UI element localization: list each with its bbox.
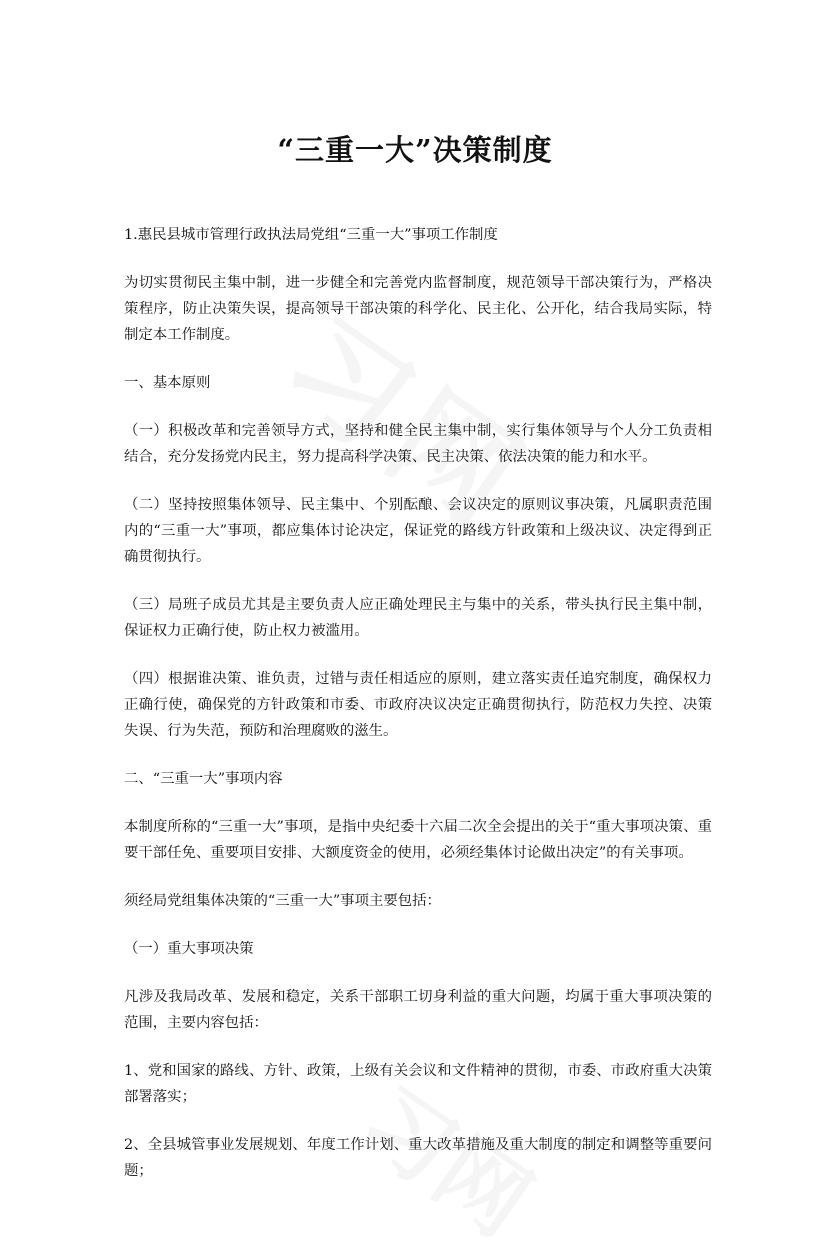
list-item-1: 1、党和国家的路线、方针、政策，上级有关会议和文件精神的贯彻，市委、市政府重大决策部署落实； [124, 1063, 712, 1105]
paragraph-scope: 凡涉及我局改革、发展和稳定，关系干部职工切身利益的重大问题，均属于重大事项决策的范围，主要内容包括： [124, 989, 712, 1031]
paragraph-definition: 本制度所称的“三重一大”事项，是指中央纪委十六届二次全会提出的关于“重大事项决策、重要干部任免、重要项目安排、大额度资金的使用，必须经集体讨论做出决定”的有关事项。 [124, 819, 712, 861]
paragraph-principle-2: （二）坚持按照集体领导、民主集中、个别酝酿、会议决定的原则议事决策，凡属职责范围内的“三重一大”事项，都应集体讨论决定，保证党的路线方针政策和上级决议、决定得到正确贯彻执行。 [124, 497, 712, 565]
paragraph-list-intro: 须经局党组集体决策的“三重一大”事项主要包括： [124, 893, 441, 909]
paragraph-principle-1: （一）积极改革和完善领导方式，坚持和健全民主集中制，实行集体领导与个人分工负责相结合，充分发扬党内民主，努力提高科学决策、民主决策、依法决策的能力和水平。 [124, 423, 712, 465]
section-heading-principles: 一、基本原则 [124, 375, 211, 391]
subsection-heading-major-decisions: （一）重大事项决策 [124, 941, 254, 957]
document-title: “三重一大”决策制度 [277, 133, 553, 167]
paragraph-principle-3: （三）局班子成员尤其是主要负责人应正确处理民主与集中的关系，带头执行民主集中制，保证权力正确行使，防止权力被滥用。 [124, 597, 712, 639]
paragraph-principle-4: （四）根据谁决策、谁负责，过错与责任相适应的原则，建立落实责任追究制度，确保权力正确行使，确保党的方针政策和市委、市政府决议决定正确贯彻执行，防范权力失控、决策失误、行为失范，预防和治理腐败的滋生。 [124, 671, 712, 739]
paragraph-heading-1: 1.惠民县城市管理行政执法局党组“三重一大”事项工作制度 [124, 227, 498, 243]
paragraph-intro: 为切实贯彻民主集中制，进一步健全和完善党内监督制度，规范领导干部决策行为，严格决策程序，防止决策失误，提高领导干部决策的科学化、民主化、公开化，结合我局实际，特制定本工作制度。 [124, 275, 712, 343]
list-item-2: 2、全县城管事业发展规划、年度工作计划、重大改革措施及重大制度的制定和调整等重要问题； [124, 1137, 712, 1179]
section-heading-content: 二、“三重一大”事项内容 [124, 771, 283, 787]
document-body [124, 222, 712, 1206]
